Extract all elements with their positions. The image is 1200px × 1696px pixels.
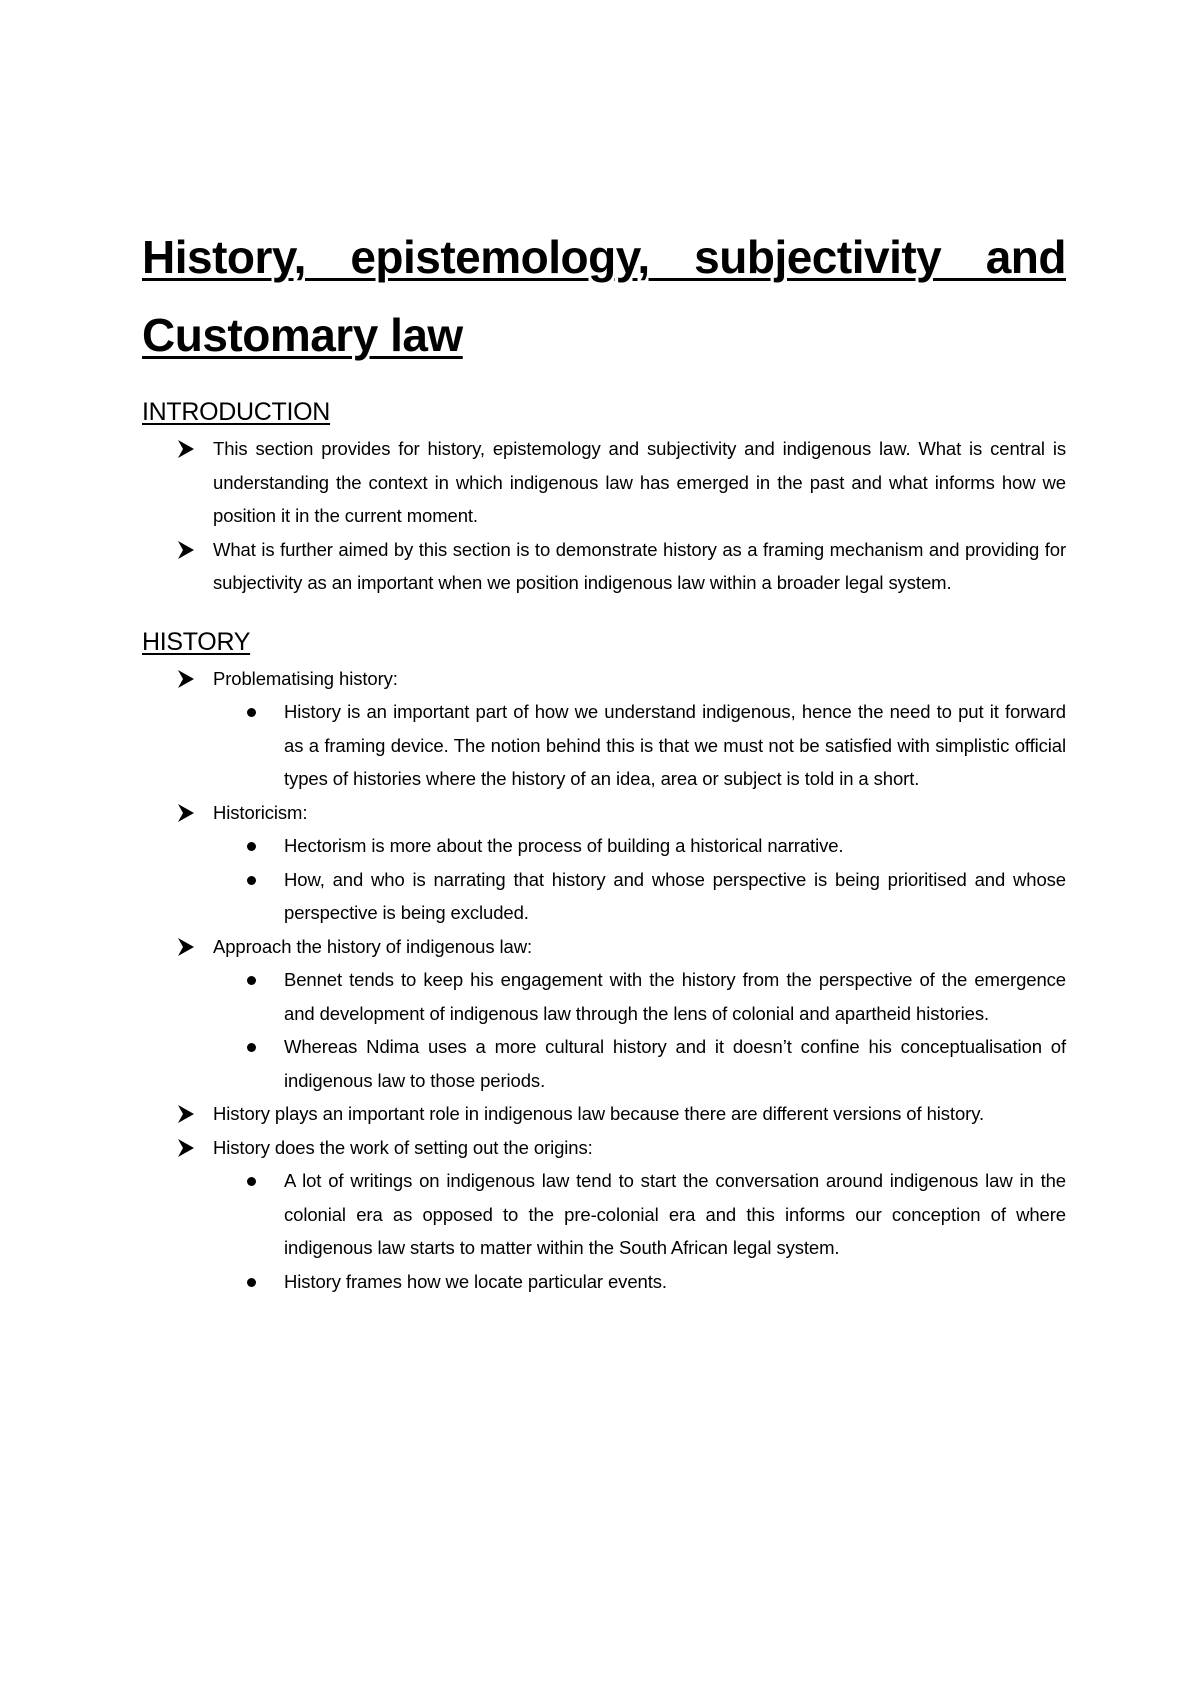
history-subitem-text: Whereas Ndima uses a more cultural history and it doesn’t confine his conceptualisation of indigenous law to those periods.: [284, 1036, 1066, 1091]
history-subitem-text: History frames how we locate particular events.: [284, 1270, 667, 1292]
introduction-heading: INTRODUCTION: [142, 398, 331, 426]
history-list: [142, 662, 1066, 1299]
history-sublist: [213, 695, 1066, 796]
history-item: [142, 1097, 1066, 1131]
history-subitem-text: A lot of writings on indigenous law tend to start the conversation around indigenous law in the colonial era as opposed to the pre-colonial era and this informs our conception of where indigenous law starts to matter within the South African legal system.: [284, 1170, 1066, 1258]
history-subitem: [213, 963, 1066, 1030]
arrow-bullet-icon: [178, 533, 204, 566]
introduction-item: [142, 533, 1066, 600]
dot-bullet-icon: [247, 1043, 256, 1052]
dot-bullet-icon: [247, 976, 256, 985]
history-heading: HISTORY: [142, 627, 251, 656]
history-subitem: [213, 1164, 1066, 1265]
introduction-item: [142, 432, 1066, 533]
history-item-text: History plays an important role in indigenous law because there are different versions of history.: [213, 1103, 985, 1124]
history-subitem-text: History is an important part of how we understand indigenous, hence the need to put it forward as a framing device. The notion behind this is that we must not be satisfied with simplistic official types of histories where the history of an idea, area or subject is told in a short.: [284, 701, 1066, 789]
dot-bullet-icon: [247, 1177, 256, 1186]
history-item: [142, 930, 1066, 1098]
history-subitem-text: How, and who is narrating that history and whose perspective is being prioritised and whose perspective is being excluded.: [284, 868, 1066, 923]
dot-bullet-icon: [247, 842, 256, 851]
history-subitem: [213, 1265, 1066, 1299]
history-subitem: [213, 695, 1066, 796]
arrow-bullet-icon: [178, 796, 204, 829]
dot-bullet-icon: [247, 1278, 256, 1287]
arrow-bullet-icon: [178, 662, 204, 695]
arrow-bullet-icon: [178, 1097, 204, 1130]
introduction-item-text: What is further aimed by this section is to demonstrate history as a framing mechanism and providing for subjectivity as an important when we position indigenous law within a broader legal system.: [213, 538, 1066, 593]
history-sublist: [213, 829, 1066, 930]
document-title: History, epistemology, subjectivity and Customary law: [142, 231, 1066, 361]
history-item: [142, 796, 1066, 930]
history-item: [142, 662, 1066, 796]
history-sublist: [213, 1164, 1066, 1298]
history-subitem: [213, 863, 1066, 930]
introduction-item-text: This section provides for history, epistemology and subjectivity and indigenous law. What is central is understanding the context in which indigenous law has emerged in the past and what informs how we position it in the current moment.: [213, 438, 1066, 526]
history-subitem-text: Bennet tends to keep his engagement with the history from the perspective of the emergence and development of indigenous law through the lens of colonial and apartheid histories.: [284, 969, 1066, 1024]
arrow-bullet-icon: [178, 930, 204, 963]
dot-bullet-icon: [247, 708, 256, 717]
arrow-bullet-icon: [178, 432, 204, 465]
history-item-text: Approach the history of indigenous law:: [213, 935, 533, 957]
document-page: [142, 218, 1066, 1298]
history-subitem: [213, 829, 1066, 863]
history-item-text: Historicism:: [213, 801, 308, 823]
dot-bullet-icon: [247, 876, 256, 885]
history-sublist: [213, 963, 1066, 1097]
history-item: [142, 1131, 1066, 1299]
history-item-text: Problematising history:: [213, 667, 398, 689]
history-subitem: [213, 1030, 1066, 1097]
introduction-list: [142, 432, 1066, 600]
history-item-text: History does the work of setting out the origins:: [213, 1136, 593, 1158]
history-subitem-text: Hectorism is more about the process of building a historical narrative.: [284, 835, 844, 856]
arrow-bullet-icon: [178, 1131, 204, 1164]
